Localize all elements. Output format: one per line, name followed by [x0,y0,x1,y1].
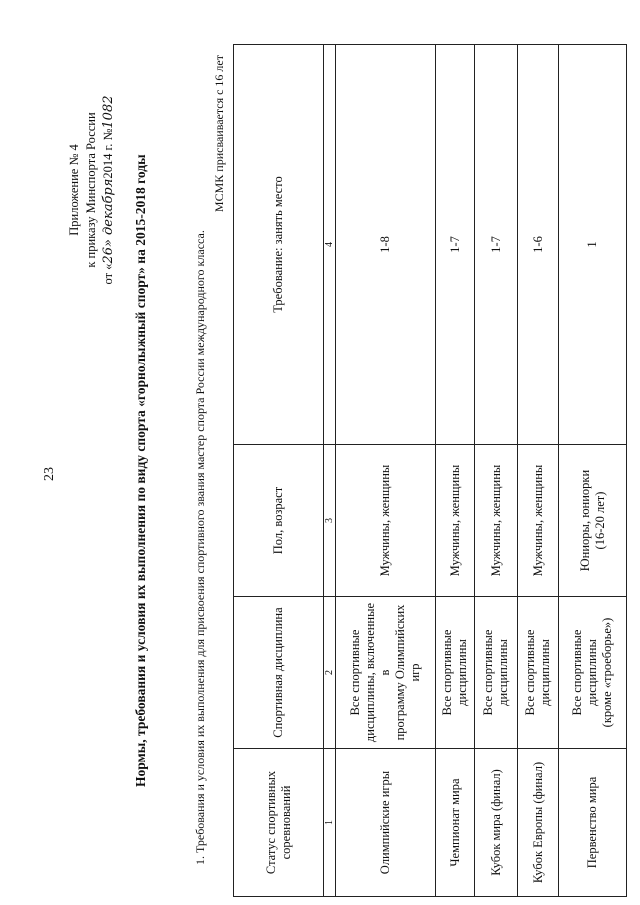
age-note: МСМК присваивается с 16 лет [212,55,226,213]
cell-discipline-line: Все спортивные дисциплины [440,629,469,716]
table-row [336,45,436,897]
cell-discipline-line: Все спортивные дисциплины [523,629,552,716]
cell-place: 1 [559,45,627,445]
cell-discipline-line: дисциплины, включенные в [363,602,392,743]
cell-gender-age: Мужчины, женщины [518,445,559,597]
annex-title: Приложение № 4 [67,144,81,236]
column-number: 3 [324,445,336,597]
cell-status: Кубок мира (финал) [475,749,518,897]
page-number: 23 [42,467,57,481]
cell-gender-age: Мужчины, женщины [336,445,436,597]
table-row [436,45,475,897]
cell-gender-age-line: (16-20 лет) [592,491,607,550]
cell-discipline [475,597,518,749]
annex-date-prefix: от « [101,263,115,285]
cell-gender-age-line: Юниоры, юниорки [577,469,592,572]
cell-status: Олимпийские игры [336,749,436,897]
annex-block [66,60,117,320]
column-number: 2 [324,597,336,749]
cell-discipline [336,597,436,749]
cell-place: 1-6 [518,45,559,445]
section-heading: 1. Требования и условия их выполнения для присвоения спортивного звания мастер спорта России международного класса. [193,230,207,865]
cell-discipline-line: Все спортивные дисциплины [570,629,599,716]
cell-discipline [559,597,627,749]
header-gender-age: Пол, возраст [234,445,324,597]
cell-gender-age: Мужчины, женщины [475,445,518,597]
table-header-row [234,45,324,897]
annex-date-year: 2014 г. № [101,128,115,179]
handwritten-date: 26» декабря [101,178,116,264]
table-row [518,45,559,897]
cell-discipline-line: (кроме «троеборье») [600,617,614,728]
header-place: Требование: занять место [234,45,324,445]
cell-gender-age: Мужчины, женщины [436,445,475,597]
cell-discipline-line: Все спортивные [348,629,362,716]
column-number-row [324,45,336,897]
column-number: 4 [324,45,336,445]
cell-place: 1-7 [475,45,518,445]
cell-discipline-line: игр [408,663,422,682]
header-discipline: Спортивная дисциплина [234,597,324,749]
cell-discipline-line: программу Олимпийских [393,604,407,741]
cell-discipline [436,597,475,749]
document-title: Нормы, требования и условия их выполнения по виду спорта «горнолыжный спорт» на 2015-2018 годы [133,154,148,787]
norms-table [233,44,627,897]
cell-place: 1-8 [336,45,436,445]
cell-status: Первенство мира [559,749,627,897]
cell-status: Чемпионат мира [436,749,475,897]
column-number: 1 [324,749,336,897]
table-row [475,45,518,897]
handwritten-order-number: 1082 [101,95,116,129]
table-row [559,45,627,897]
header-status: Статус спортивных соревнований [234,749,324,897]
annex-date-line [100,60,117,320]
cell-status: Кубок Европы (финал) [518,749,559,897]
cell-discipline [518,597,559,749]
cell-gender-age [559,445,627,597]
cell-discipline-line: Все спортивные дисциплины [481,629,510,716]
annex-order-ref: к приказу Минспорта России [84,112,98,268]
cell-place: 1-7 [436,45,475,445]
